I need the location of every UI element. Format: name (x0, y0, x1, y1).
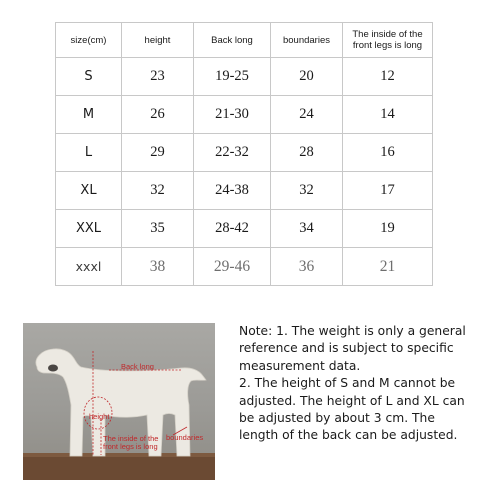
height-cell: 32 (122, 172, 194, 210)
mannequin-illustration (23, 323, 215, 480)
boundaries-cell: 32 (271, 172, 343, 210)
back-long-label: Back long (121, 362, 154, 371)
header-back-long: Back long (194, 23, 271, 58)
header-boundaries: boundaries (271, 23, 343, 58)
boundaries-label: boundaries (166, 433, 204, 442)
back-long-cell: 21-30 (194, 96, 271, 134)
front-leg-cell: 17 (343, 172, 433, 210)
front-leg-cell: 14 (343, 96, 433, 134)
back-long-cell: 28-42 (194, 210, 271, 248)
height-cell: 23 (122, 58, 194, 96)
table-row (56, 58, 433, 96)
height-cell: 29 (122, 134, 194, 172)
table-row (56, 248, 433, 286)
boundaries-cell: 36 (271, 248, 343, 286)
front-leg-label: The inside of the front legs is long (103, 434, 159, 451)
height-cell: 35 (122, 210, 194, 248)
size-note (239, 323, 467, 445)
boundaries-cell: 28 (271, 134, 343, 172)
size-cell: XXL (56, 210, 122, 248)
back-long-cell: 24-38 (194, 172, 271, 210)
size-cell: S (56, 58, 122, 96)
table-row (56, 134, 433, 172)
note-line-2: 2. The height of S and M cannot be adjusted. The height of L and XL can be adjusted by about 3 cm. The length of the back can be adjusted. (239, 376, 465, 443)
boundaries-cell: 34 (271, 210, 343, 248)
header-size: size(cm) (56, 23, 122, 58)
height-cell: 38 (122, 248, 194, 286)
boundaries-cell: 24 (271, 96, 343, 134)
size-cell: L (56, 134, 122, 172)
mannequin-photo (23, 323, 215, 480)
header-front-leg: The inside of the front legs is long (343, 23, 433, 58)
boundaries-cell: 20 (271, 58, 343, 96)
back-long-cell: 29-46 (194, 248, 271, 286)
front-leg-cell: 21 (343, 248, 433, 286)
size-cell: XL (56, 172, 122, 210)
front-leg-cell: 16 (343, 134, 433, 172)
size-cell: xxxl (56, 248, 122, 286)
back-long-cell: 19-25 (194, 58, 271, 96)
front-leg-cell: 19 (343, 210, 433, 248)
table-row (56, 172, 433, 210)
table-row (56, 96, 433, 134)
header-height: height (122, 23, 194, 58)
size-cell: M (56, 96, 122, 134)
table-row (56, 210, 433, 248)
height-label: height (89, 412, 110, 421)
height-cell: 26 (122, 96, 194, 134)
note-line-1: Note: 1. The weight is only a general reference and is subject to specific measurement data. (239, 324, 466, 373)
size-chart-table (55, 22, 433, 286)
table-header-row (56, 23, 433, 58)
back-long-cell: 22-32 (194, 134, 271, 172)
wooden-base (23, 455, 215, 480)
front-leg-cell: 12 (343, 58, 433, 96)
mannequin-nose (48, 365, 58, 372)
